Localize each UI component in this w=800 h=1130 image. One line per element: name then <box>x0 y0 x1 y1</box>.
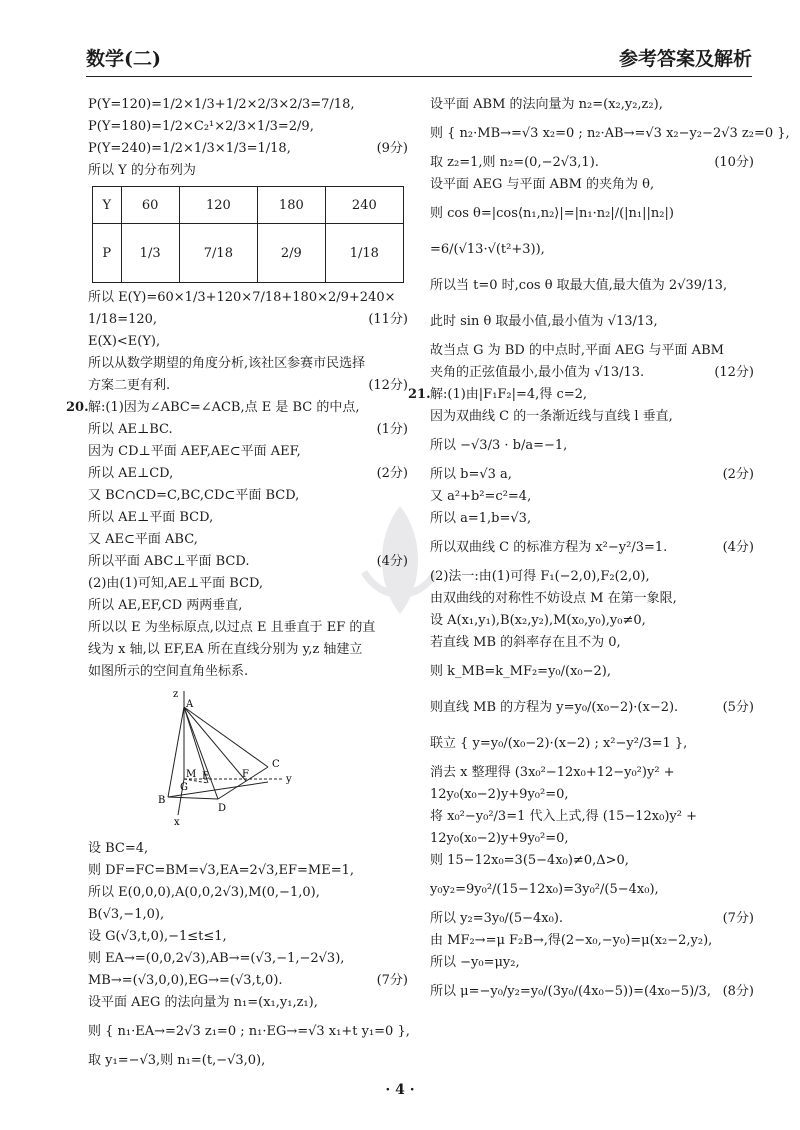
text-line: 由 MF₂→=μ F₂B→,得(2−x₀,−y₀)=μ(x₂−2,y₂), <box>430 933 713 948</box>
text-line: 则 cos θ=|cos⟨n₁,n₂⟩|=|n₁·n₂|/(|n₁||n₂|) <box>430 206 674 221</box>
text-line-content: 所以 μ=−y₀/y₂=y₀/(3y₀/(4x₀−5))=(4x₀−5)/3, <box>430 984 711 999</box>
text-line: 由双曲线的对称性不妨设点 M 在第一象限, <box>430 591 677 606</box>
text-line: 将 x₀²−y₀²/3=1 代入上式,得 (15−12x₀)y² + <box>430 809 698 824</box>
table-cell: 60 <box>121 187 179 224</box>
table-cell: 240 <box>325 187 403 224</box>
figure-label: y <box>286 774 292 785</box>
text-line: 所以 AE,EF,CD 两两垂直, <box>88 598 243 613</box>
text-line <box>430 976 758 1008</box>
text-line: 所以 −y₀=μy₂, <box>430 955 520 970</box>
text-line: 所以以 E 为坐标原点,以过点 E 且垂直于 EF 的直 <box>88 620 376 635</box>
text-line: 如图所示的空间直角坐标系. <box>88 664 249 679</box>
text-line <box>430 910 758 928</box>
text-line: 若直线 MB 的斜率存在且不为 0, <box>430 635 621 650</box>
table-cell: P <box>93 224 122 283</box>
pyramid-figure <box>148 687 298 832</box>
text-line: 设 BC=4, <box>88 841 149 856</box>
text-line <box>88 465 412 483</box>
text-line: 所以 −√3/3 · b/a=−1, <box>430 438 568 453</box>
figure-label: x <box>174 817 180 828</box>
edge-ac <box>184 707 268 767</box>
text-line-content: 方案二更有利. <box>88 378 171 393</box>
figure-label: D <box>218 803 227 814</box>
text-line: 则 DF=FC=BM=√3,EA=2√3,EF=ME=1, <box>88 863 354 878</box>
score-mark: (4分) <box>722 540 754 555</box>
figure-label: M <box>186 769 197 780</box>
text-line: 设平面 AEG 的法向量为 n₁=(x₁,y₁,z₁), <box>88 995 318 1010</box>
right-column <box>408 94 790 1012</box>
text-line: 12y₀(x₀−2)y+9y₀²=0, <box>430 831 569 846</box>
text-line: 联立 { y=y₀/(x₀−2)·(x−2) ; x²−y²/3=1 }, <box>430 736 688 751</box>
page-header <box>86 44 752 74</box>
score-mark: (8分) <box>722 984 754 999</box>
score-mark: (12分) <box>368 378 408 393</box>
score-mark: (10分) <box>714 155 754 170</box>
text-line <box>430 532 758 564</box>
figure-label: A <box>186 699 194 710</box>
text-line: 故当点 G 为 BD 的中点时,平面 AEG 与平面 ABM <box>430 343 724 358</box>
text-line-content: 所以 AE⊥BC. <box>88 422 173 437</box>
text-line <box>430 692 758 724</box>
text-line: (2)法一:由(1)可得 F₁(−2,0),F₂(2,0), <box>430 569 650 584</box>
text-line-content: 则直线 MB 的方程为 y=y₀/(x₀−2)·(x−2). <box>430 700 679 715</box>
text-line: P(Y=180)=1/2×C₂¹×2/3×1/3=2/9, <box>88 119 314 134</box>
score-mark: (12分) <box>714 365 754 380</box>
distribution-table <box>92 186 404 283</box>
text-line-content: 夹角的正弦值最小,最小值为 √13/13. <box>430 365 645 380</box>
text-line <box>88 140 412 158</box>
text-line: 此时 sin θ 取最小值,最小值为 √13/13, <box>430 314 658 329</box>
text-line: P(Y=120)=1/2×1/3+1/2×2/3×2/3=7/18, <box>88 97 355 112</box>
text-line: 设 G(√3,t,0),−1≤t≤1, <box>88 929 227 944</box>
text-line: 因为双曲线 C 的一条渐近线与直线 l 垂直, <box>430 409 673 424</box>
figure-label: B <box>158 795 166 806</box>
header-rule <box>86 76 752 77</box>
text-line: =6/(√13·√(t²+3)), <box>430 242 545 257</box>
figure-label: E <box>202 771 210 782</box>
score-mark: (1分) <box>376 422 408 437</box>
question-20-line <box>66 399 412 417</box>
text-line: B(√3,−1,0), <box>88 907 165 922</box>
question-number: 21. <box>408 387 431 402</box>
score-mark: (11分) <box>368 312 408 327</box>
text-line: 则 { n₂·MB→=√3 x₂=0 ; n₂·AB→=√3 x₂−y₂−2√3 z₂=0 }, <box>430 126 790 141</box>
table-row <box>93 224 404 283</box>
text-line: 又 a²+b²=c²=4, <box>430 489 532 504</box>
text-line-content: 所以平面 ABC⊥平面 BCD. <box>88 554 250 569</box>
figure-label: C <box>272 759 280 770</box>
text-line <box>430 466 758 484</box>
text-line-content: 解:(1)由|F₁F₂|=4,得 c=2, <box>430 387 588 402</box>
table-row <box>93 187 404 224</box>
text-line: 所以当 t=0 时,cos θ 取最大值,最大值为 2√39/13, <box>430 278 728 293</box>
text-line: y₀y₂=9y₀²/(15−12x₀)=3y₀²/(5−4x₀), <box>430 882 659 897</box>
figure-label: z <box>173 689 179 700</box>
text-line: 设平面 AEG 与平面 ABM 的夹角为 θ, <box>430 177 655 192</box>
score-mark: (7分) <box>722 911 754 926</box>
page-number: · 4 · <box>385 1082 415 1098</box>
text-line-content: 所以双曲线 C 的标准方程为 x²−y²/3=1. <box>430 540 668 555</box>
table-cell: 7/18 <box>179 224 257 283</box>
text-line <box>430 154 758 172</box>
text-line: E(X)<E(Y), <box>88 334 161 349</box>
text-line-content: P(Y=240)=1/2×1/3×1/3=1/18, <box>88 141 291 156</box>
text-line: 所以 E(0,0,0),A(0,0,2√3),M(0,−1,0), <box>88 885 320 900</box>
text-line-content: 取 z₂=1,则 n₂=(0,−2√3,1). <box>430 155 599 170</box>
text-line: 线为 x 轴,以 EF,EA 所在直线分别为 y,z 轴建立 <box>88 642 363 657</box>
text-line: 所以 a=1,b=√3, <box>430 511 532 526</box>
text-line: 设平面 ABM 的法向量为 n₂=(x₂,y₂,z₂), <box>430 97 663 112</box>
table-cell: 1/18 <box>325 224 403 283</box>
text-line: 因为 CD⊥平面 AEF,AE⊂平面 AEF, <box>88 444 301 459</box>
edge-ad <box>184 707 218 799</box>
figure-label: G <box>180 782 188 793</box>
table-cell: 180 <box>258 187 326 224</box>
text-line <box>430 364 758 382</box>
figure-label: F <box>242 769 249 780</box>
table-cell: 2/9 <box>258 224 326 283</box>
text-line: 又 BC∩CD=C,BC,CD⊂平面 BCD, <box>88 488 300 503</box>
left-column <box>66 94 412 1074</box>
text-line <box>88 377 412 395</box>
score-mark: (7分) <box>376 973 408 988</box>
score-mark: (2分) <box>376 466 408 481</box>
table-cell: 1/3 <box>121 224 179 283</box>
text-line: 消去 x 整理得 (3x₀²−12x₀+12−y₀²)y² + <box>430 765 675 780</box>
text-line <box>88 421 412 439</box>
question-21-line <box>408 386 758 404</box>
text-line <box>88 311 412 329</box>
text-line: 则 15−12x₀=3(5−4x₀)≠0,Δ>0, <box>430 853 629 868</box>
subject-title: 数学(二) <box>86 48 161 70</box>
text-line: 设 A(x₁,y₁),B(x₂,y₂),M(x₀,y₀),y₀≠0, <box>430 613 646 628</box>
score-mark: (5分) <box>722 700 754 715</box>
table-cell: Y <box>93 187 122 224</box>
text-line-content: 所以 y₂=3y₀/(5−4x₀). <box>430 911 564 926</box>
text-line: 12y₀(x₀−2)y+9y₀²=0, <box>430 787 569 802</box>
text-line-content: 1/18=120, <box>88 312 158 327</box>
score-mark: (9分) <box>376 141 408 156</box>
text-line: 所以 Y 的分布列为 <box>88 163 196 178</box>
text-line: 所以从数学期望的角度分析,该社区参赛市民选择 <box>88 356 366 371</box>
text-line <box>88 972 412 990</box>
text-line: 取 y₁=−√3,则 n₁=(t,−√3,0), <box>88 1053 266 1068</box>
section-title: 参考答案及解析 <box>618 48 752 70</box>
text-line: 则 k_MB=k_MF₂=y₀/(x₀−2), <box>430 664 611 679</box>
text-line-content: 解:(1)因为∠ABC=∠ACB,点 E 是 BC 的中点, <box>88 400 360 415</box>
text-line: 所以 AE⊥平面 BCD, <box>88 510 214 525</box>
text-line: 则 EA→=(0,0,2√3),AB→=(√3,−1,−2√3), <box>88 951 345 966</box>
text-line: 所以 E(Y)=60×1/3+120×7/18+180×2/9+240× <box>88 290 396 305</box>
table-cell: 120 <box>179 187 257 224</box>
text-line: 又 AE⊂平面 ABC, <box>88 532 198 547</box>
text-line-content: 所以 b=√3 a, <box>430 467 512 482</box>
text-line-content: 所以 AE⊥CD, <box>88 466 174 481</box>
text-line-content: MB→=(√3,0,0),EG→=(√3,t,0). <box>88 973 283 988</box>
text-line <box>88 553 412 571</box>
base-edge-bd <box>168 797 218 799</box>
text-line: 则 { n₁·EA→=2√3 z₁=0 ; n₁·EG→=√3 x₁+t y₁=0 }, <box>88 1024 410 1039</box>
question-number: 20. <box>66 400 89 415</box>
score-mark: (2分) <box>722 467 754 482</box>
text-line: (2)由(1)可知,AE⊥平面 BCD, <box>88 576 264 591</box>
score-mark: (4分) <box>376 554 408 569</box>
